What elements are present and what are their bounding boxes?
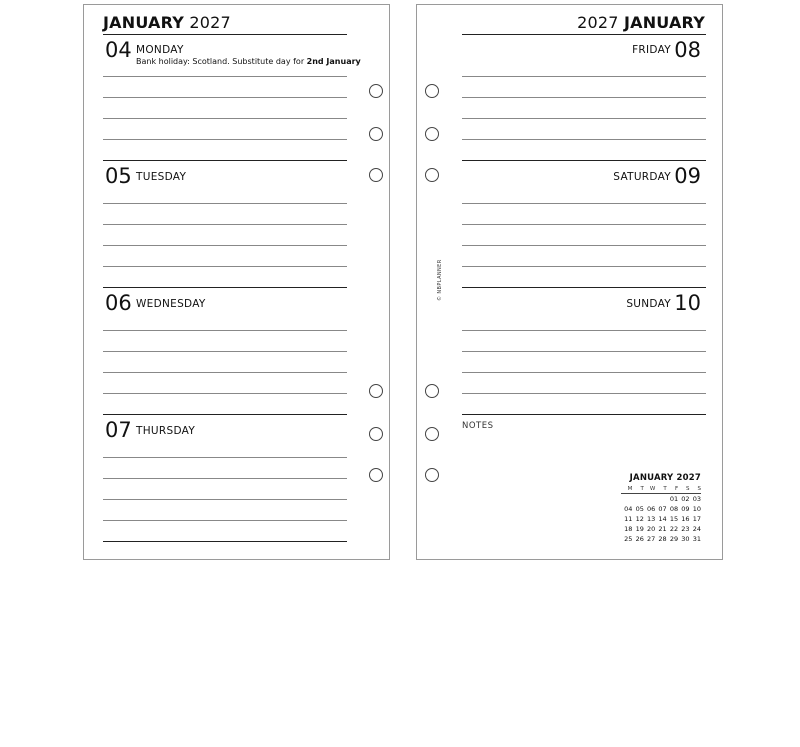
writing-line[interactable] xyxy=(103,351,347,352)
writing-line[interactable] xyxy=(103,224,347,225)
day-number: 09 xyxy=(674,164,701,188)
calendar-date: 02 xyxy=(681,495,690,503)
binder-hole xyxy=(369,168,383,182)
mini-calendar-title: JANUARY 2027 xyxy=(629,473,701,483)
calendar-week-row xyxy=(621,504,701,514)
binder-hole xyxy=(425,427,439,441)
calendar-date: 01 xyxy=(669,495,679,503)
mini-calendar xyxy=(621,473,701,544)
binder-hole xyxy=(369,84,383,98)
day-number: 10 xyxy=(674,291,701,315)
writing-line[interactable] xyxy=(103,499,347,500)
weekday-label: S xyxy=(678,485,689,494)
calendar-date: 06 xyxy=(646,505,656,513)
day-divider xyxy=(462,287,706,288)
writing-line[interactable] xyxy=(103,330,347,331)
writing-line[interactable] xyxy=(462,118,706,119)
header-rule xyxy=(103,34,347,35)
day-name: FRIDAY xyxy=(632,44,671,56)
calendar-date: 20 xyxy=(646,525,656,533)
binder-hole xyxy=(425,84,439,98)
calendar-date: 21 xyxy=(658,525,667,533)
binder-hole xyxy=(369,468,383,482)
calendar-date: 17 xyxy=(692,515,701,523)
calendar-date: 26 xyxy=(635,535,644,543)
weekday-label: S xyxy=(690,485,701,494)
day-name: SUNDAY xyxy=(626,298,671,310)
header-year: 2027 xyxy=(577,13,619,32)
day-divider xyxy=(462,160,706,161)
calendar-date: 22 xyxy=(669,525,679,533)
binder-hole xyxy=(425,468,439,482)
day-divider xyxy=(103,160,347,161)
calendar-date: 10 xyxy=(692,505,701,513)
day-name: MONDAY xyxy=(136,44,184,56)
writing-line[interactable] xyxy=(103,139,347,140)
day-name: WEDNESDAY xyxy=(136,298,206,310)
writing-line[interactable] xyxy=(103,97,347,98)
calendar-date: 12 xyxy=(635,515,644,523)
day-divider xyxy=(462,414,706,415)
day-name: SATURDAY xyxy=(613,171,671,183)
calendar-date: 04 xyxy=(624,505,633,513)
calendar-date: 24 xyxy=(692,525,701,533)
day-divider xyxy=(103,287,347,288)
calendar-week-row xyxy=(621,494,701,505)
writing-line[interactable] xyxy=(103,393,347,394)
writing-line[interactable] xyxy=(103,372,347,373)
calendar-date: 30 xyxy=(681,535,690,543)
calendar-week-row xyxy=(621,534,701,544)
binder-hole xyxy=(425,127,439,141)
writing-line[interactable] xyxy=(103,118,347,119)
weekday-label: T xyxy=(655,485,666,494)
day-number: 08 xyxy=(674,38,701,62)
writing-line[interactable] xyxy=(103,203,347,204)
binder-hole xyxy=(369,427,383,441)
calendar-date: 19 xyxy=(635,525,644,533)
weekday-label: M xyxy=(621,485,632,494)
notes-label: NOTES xyxy=(462,421,494,431)
writing-line[interactable] xyxy=(462,245,706,246)
header-month: JANUARY xyxy=(623,13,705,32)
calendar-date: 08 xyxy=(669,505,679,513)
right-page-header xyxy=(577,13,705,32)
writing-line[interactable] xyxy=(462,266,706,267)
calendar-date: 07 xyxy=(658,505,667,513)
day-divider xyxy=(103,414,347,415)
binder-hole xyxy=(425,384,439,398)
calendar-date: 25 xyxy=(624,535,633,543)
calendar-week-row xyxy=(621,524,701,534)
weekday-label: T xyxy=(632,485,643,494)
bottom-rule xyxy=(103,541,347,542)
calendar-date: 14 xyxy=(658,515,667,523)
calendar-date: 03 xyxy=(692,495,701,503)
calendar-week-row xyxy=(621,514,701,524)
day-number: 06 xyxy=(105,291,132,315)
day-number: 05 xyxy=(105,164,132,188)
calendar-date xyxy=(621,494,632,505)
day-note: Bank holiday: Scotland. Substitute day for 2nd January xyxy=(136,57,361,66)
writing-line[interactable] xyxy=(103,76,347,77)
calendar-date: 27 xyxy=(646,535,656,543)
day-name: THURSDAY xyxy=(136,425,196,437)
calendar-date: 11 xyxy=(624,515,633,523)
header-rule xyxy=(462,34,706,35)
weekday-header-row xyxy=(621,485,701,494)
writing-line[interactable] xyxy=(103,457,347,458)
calendar-date: 18 xyxy=(624,525,633,533)
calendar-date xyxy=(655,494,666,505)
calendar-date: 15 xyxy=(669,515,679,523)
writing-line[interactable] xyxy=(103,266,347,267)
writing-line[interactable] xyxy=(462,224,706,225)
writing-line[interactable] xyxy=(462,372,706,373)
writing-line[interactable] xyxy=(103,478,347,479)
writing-line[interactable] xyxy=(462,351,706,352)
writing-line[interactable] xyxy=(462,76,706,77)
writing-line[interactable] xyxy=(462,393,706,394)
binder-hole xyxy=(425,168,439,182)
weekday-label: W xyxy=(644,485,655,494)
day-number: 07 xyxy=(105,418,132,442)
weekday-label: F xyxy=(667,485,678,494)
left-planner-page xyxy=(83,4,390,560)
writing-line[interactable] xyxy=(462,203,706,204)
binder-hole xyxy=(369,384,383,398)
writing-line[interactable] xyxy=(462,139,706,140)
header-year: 2027 xyxy=(189,13,231,32)
mini-calendar-grid xyxy=(621,485,701,544)
writing-line[interactable] xyxy=(103,520,347,521)
calendar-date: 09 xyxy=(681,505,690,513)
writing-line[interactable] xyxy=(103,245,347,246)
day-name: TUESDAY xyxy=(136,171,187,183)
copyright-text: © NBPLANNER xyxy=(437,259,443,301)
writing-line[interactable] xyxy=(462,330,706,331)
calendar-date xyxy=(644,494,655,505)
calendar-date: 13 xyxy=(646,515,656,523)
calendar-date: 31 xyxy=(692,535,701,543)
calendar-date: 05 xyxy=(635,505,644,513)
day-number: 04 xyxy=(105,38,132,62)
right-planner-page xyxy=(416,4,723,560)
calendar-date xyxy=(632,494,643,505)
calendar-date: 23 xyxy=(681,525,690,533)
calendar-date: 16 xyxy=(681,515,690,523)
binder-hole xyxy=(369,127,383,141)
calendar-date: 28 xyxy=(658,535,667,543)
left-page-header xyxy=(103,13,231,32)
writing-line[interactable] xyxy=(462,97,706,98)
header-month: JANUARY xyxy=(103,13,185,32)
calendar-date: 29 xyxy=(669,535,679,543)
